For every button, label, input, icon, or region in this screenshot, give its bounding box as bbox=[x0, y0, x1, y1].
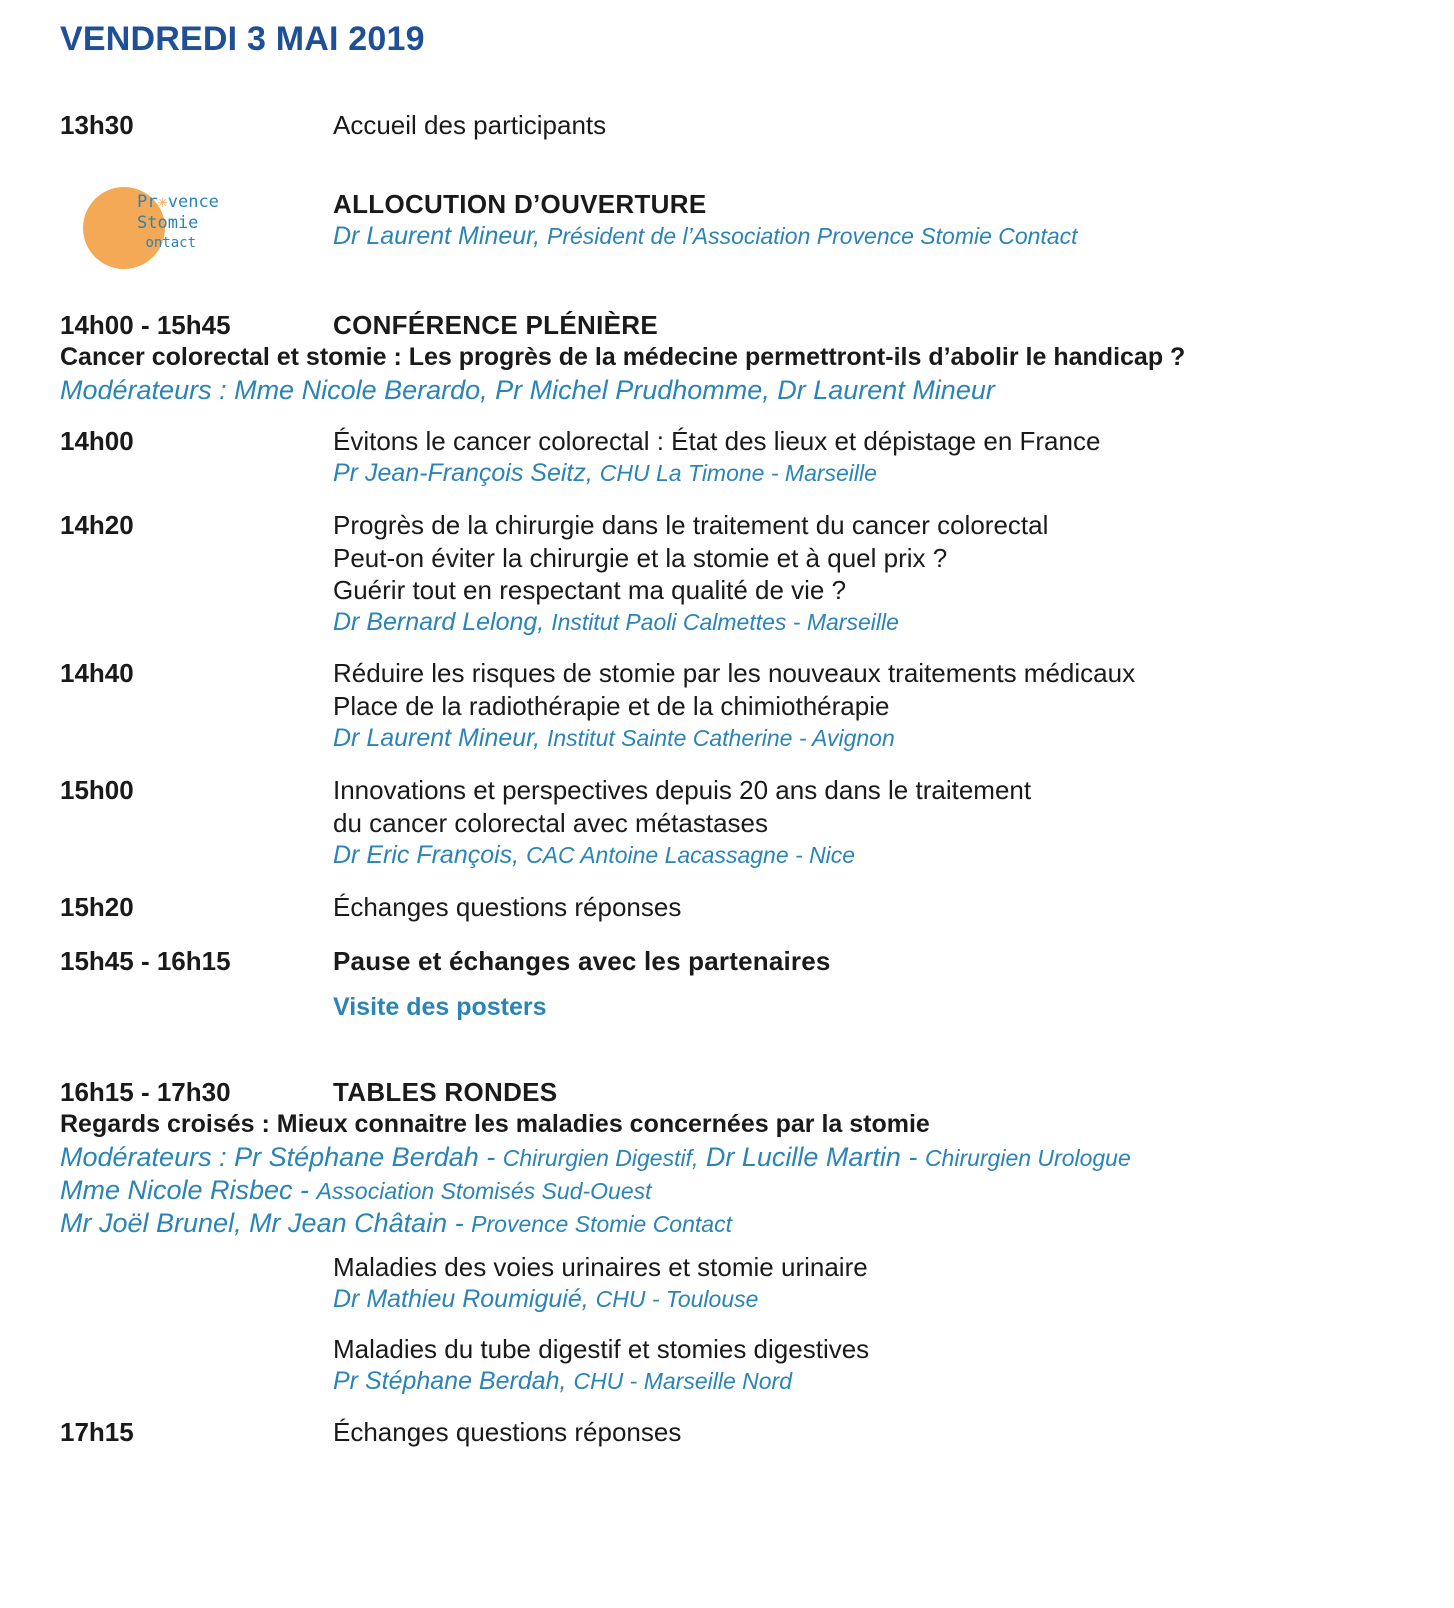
tables-moderators-3: Mr Joël Brunel, Mr Jean Châtain - Provence Stomie Contact bbox=[60, 1208, 732, 1238]
logo-line-1: Pr✳vence bbox=[137, 192, 219, 212]
pleniere-subtitle: Cancer colorectal et stomie : Les progrès de la médecine permettront-ils d’abolir le handicap ? bbox=[60, 343, 1186, 371]
talk-2-line-1: Progrès de la chirurgie dans le traitement du cancer colorectal bbox=[333, 510, 1049, 540]
talk-1-speaker: Pr Jean-François Seitz, CHU La Timone - Marseille bbox=[333, 459, 877, 487]
pause-text: Pause et échanges avec les partenaires bbox=[333, 946, 831, 976]
tables-moderators-2: Mme Nicole Risbec - Association Stomisés Sud-Ouest bbox=[60, 1175, 652, 1205]
time-qa-2: 17h15 bbox=[60, 1417, 134, 1447]
logo-line-3: Contact bbox=[137, 235, 197, 251]
talk-2-line-2: Peut-on éviter la chirurgie et la stomie et à quel prix ? bbox=[333, 543, 948, 573]
talk-2-speaker: Dr Bernard Lelong, Institut Paoli Calmettes - Marseille bbox=[333, 608, 899, 636]
time-talk-4: 15h00 bbox=[60, 775, 134, 805]
talk-1-title: Évitons le cancer colorectal : État des lieux et dépistage en France bbox=[333, 426, 1101, 456]
talk-4-line-1: Innovations et perspectives depuis 20 ans dans le traitement bbox=[333, 775, 1032, 805]
tables-moderators-1: Modérateurs : Pr Stéphane Berdah - Chirurgien Digestif, Dr Lucille Martin - Chirurgien Urologue bbox=[60, 1142, 1131, 1172]
time-pleniere: 14h00 - 15h45 bbox=[60, 310, 231, 340]
time-tables-rondes: 16h15 - 17h30 bbox=[60, 1077, 231, 1107]
time-qa-1: 15h20 bbox=[60, 892, 134, 922]
qa-2-text: Échanges questions réponses bbox=[333, 1417, 682, 1447]
talk-4-speaker: Dr Eric François, CAC Antoine Lacassagne - Nice bbox=[333, 841, 856, 869]
provence-stomie-contact-logo bbox=[80, 184, 250, 270]
session-accueil: Accueil des participants bbox=[333, 110, 607, 140]
time-pause: 15h45 - 16h15 bbox=[60, 946, 231, 976]
logo-line-2: Stomie bbox=[137, 213, 199, 233]
time-talk-1: 14h00 bbox=[60, 426, 134, 456]
sun-icon: ✳ bbox=[157, 192, 168, 212]
tables-talk-2-title: Maladies du tube digestif et stomies digestives bbox=[333, 1334, 870, 1364]
qa-1-text: Échanges questions réponses bbox=[333, 892, 682, 922]
pleniere-title: CONFÉRENCE PLÉNIÈRE bbox=[333, 310, 658, 340]
allocution-speaker: Dr Laurent Mineur, Président de l’Association Provence Stomie Contact bbox=[333, 222, 1078, 250]
talk-4-line-2: du cancer colorectal avec métastases bbox=[333, 808, 768, 838]
tables-talk-2-speaker: Pr Stéphane Berdah, CHU - Marseille Nord bbox=[333, 1367, 792, 1395]
tables-rondes-title: TABLES RONDES bbox=[333, 1077, 558, 1107]
allocution-title: ALLOCUTION D’OUVERTURE bbox=[333, 189, 707, 219]
talk-3-line-2: Place de la radiothérapie et de la chimiothérapie bbox=[333, 691, 890, 721]
talk-2-line-3: Guérir tout en respectant ma qualité de vie ? bbox=[333, 575, 847, 605]
tables-rondes-subtitle: Regards croisés : Mieux connaitre les maladies concernées par la stomie bbox=[60, 1110, 930, 1138]
pleniere-moderators: Modérateurs : Mme Nicole Berardo, Pr Michel Prudhomme, Dr Laurent Mineur bbox=[60, 375, 995, 405]
time-accueil: 13h30 bbox=[60, 110, 134, 140]
page-title: VENDREDI 3 MAI 2019 bbox=[60, 20, 425, 58]
talk-3-speaker: Dr Laurent Mineur, Institut Sainte Catherine - Avignon bbox=[333, 724, 895, 752]
tables-talk-1-speaker: Dr Mathieu Roumiguié, CHU - Toulouse bbox=[333, 1285, 759, 1313]
visite-posters: Visite des posters bbox=[333, 993, 547, 1021]
time-talk-3: 14h40 bbox=[60, 658, 134, 688]
talk-3-line-1: Réduire les risques de stomie par les nouveaux traitements médicaux bbox=[333, 658, 1136, 688]
time-talk-2: 14h20 bbox=[60, 510, 134, 540]
tables-talk-1-title: Maladies des voies urinaires et stomie urinaire bbox=[333, 1252, 868, 1282]
